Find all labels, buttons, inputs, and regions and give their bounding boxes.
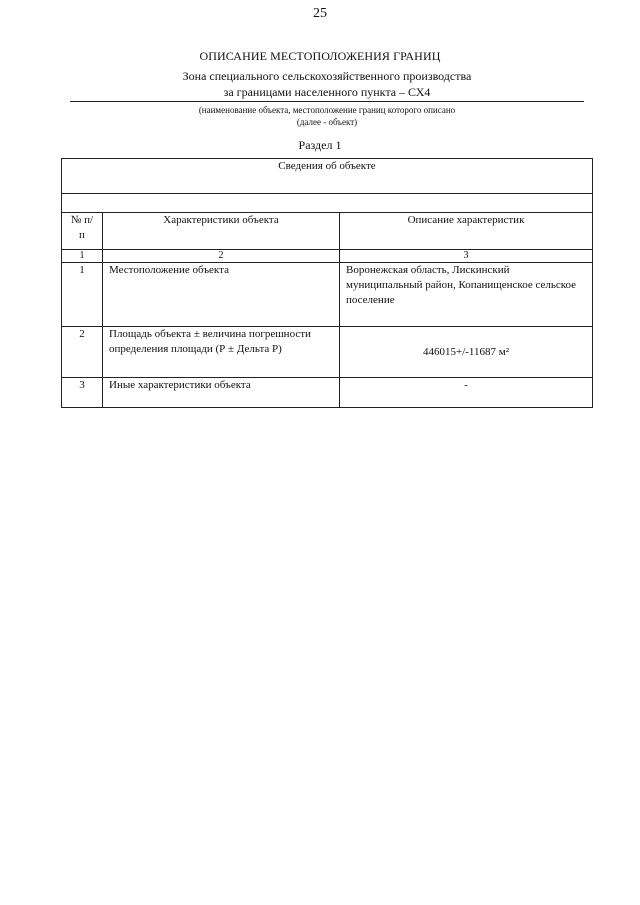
table-empty-cell — [62, 194, 593, 213]
caption-line-1: (наименование объекта, местоположение границ которого описано — [198, 105, 456, 115]
object-info-table — [61, 158, 593, 408]
column-number: 1 — [62, 250, 103, 263]
row-description: - — [340, 378, 593, 408]
column-number: 3 — [340, 250, 593, 263]
row-number: 3 — [62, 378, 103, 408]
caption-line-2: (далее - объект) — [296, 117, 358, 127]
object-name — [70, 68, 584, 100]
table-row — [62, 378, 593, 408]
table-empty-row — [62, 194, 593, 213]
object-name-line-1: Зона специального сельскохозяйственного производства — [182, 69, 472, 83]
object-name-underline — [70, 101, 584, 102]
column-number: 2 — [103, 250, 340, 263]
table-header-row — [62, 159, 593, 194]
document-title: ОПИСАНИЕ МЕСТОПОЛОЖЕНИЯ ГРАНИЦ — [199, 49, 441, 63]
section-title: Раздел 1 — [298, 138, 342, 152]
page-number: 25 — [313, 6, 327, 21]
row-number: 1 — [62, 263, 103, 327]
object-name-line-2: за границами населенного пункта – СХ4 — [223, 85, 431, 99]
table-row — [62, 263, 593, 327]
table-row — [62, 327, 593, 378]
table-column-numbers — [62, 250, 593, 263]
row-description: 446015+/-11687 м² — [340, 327, 593, 378]
row-characteristic: Иные характеристики объекта — [103, 378, 340, 408]
object-name-caption — [70, 104, 584, 128]
row-characteristic: Местоположение объекта — [103, 263, 340, 327]
column-header-no: № п/п — [62, 213, 103, 250]
row-description: Воронежская область, Лискинский муниципальный район, Копанищенское сельское поселение — [340, 263, 593, 327]
table-header: Сведения об объекте — [62, 159, 593, 194]
column-header-description: Описание характеристик — [340, 213, 593, 250]
column-header-characteristic: Характеристики объекта — [103, 213, 340, 250]
table-column-headers — [62, 213, 593, 250]
row-number: 2 — [62, 327, 103, 378]
row-characteristic: Площадь объекта ± величина погрешности определения площади (Р ± Дельта Р) — [103, 327, 340, 378]
